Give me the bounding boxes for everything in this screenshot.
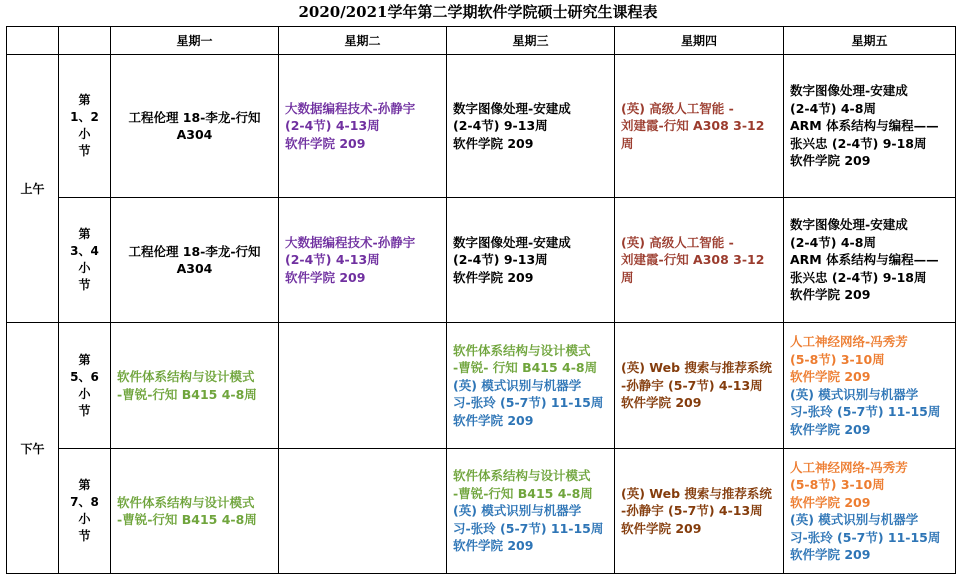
course-cell-tue-empty xyxy=(279,449,447,574)
period-morning: 上午 xyxy=(7,55,59,323)
course-cell-wed: 软件体系结构与设计模式 -曹锐- 行知 B415 4-8周 (英) 模式识别与机器学 习-张玲 (5-7节) 11-15周 软件学院 209 xyxy=(447,323,615,449)
table-row-slot-5-6 xyxy=(7,323,956,449)
course-cell-fri: 数字图像处理-安建成 (2-4节) 4-8周 ARM 体系结构与编程—— 张兴忠 (2-4节) 9-18周 软件学院 209 xyxy=(784,55,956,198)
course-cell-mon: 软件体系结构与设计模式 -曹锐-行知 B415 4-8周 xyxy=(111,323,279,449)
day-header-friday: 星期五 xyxy=(784,27,956,55)
course-cell-mon: 工程伦理 18-李龙-行知 A304 xyxy=(111,55,279,198)
course-cell-thu: (英) Web 搜索与推荐系统 -孙静宇 (5-7节) 4-13周 软件学院 209 xyxy=(615,449,784,574)
course-cell-wed: 软件体系结构与设计模式 -曹锐-行知 B415 4-8周 (英) 模式识别与机器学 习-张玲 (5-7节) 11-15周 软件学院 209 xyxy=(447,449,615,574)
day-header-wednesday: 星期三 xyxy=(447,27,615,55)
course-cell-mon: 软件体系结构与设计模式 -曹锐-行知 B415 4-8周 xyxy=(111,449,279,574)
course-cell-thu: (英) Web 搜索与推荐系统 -孙静宇 (5-7节) 4-13周 软件学院 209 xyxy=(615,323,784,449)
day-header-thursday: 星期四 xyxy=(615,27,784,55)
course-cell-mon: 工程伦理 18-李龙-行知 A304 xyxy=(111,198,279,323)
corner-cell-2 xyxy=(59,27,111,55)
slot-label-3-4: 第 3、4 小 节 xyxy=(59,198,111,323)
table-row-slot-1-2 xyxy=(7,55,956,198)
slot-label-5-6: 第 5、6 小 节 xyxy=(59,323,111,449)
slot-label-1-2: 第 1、2 小 节 xyxy=(59,55,111,198)
course-cell-fri: 数字图像处理-安建成 (2-4节) 4-8周 ARM 体系结构与编程—— 张兴忠 (2-4节) 9-18周 软件学院 209 xyxy=(784,198,956,323)
day-header-monday: 星期一 xyxy=(111,27,279,55)
timetable xyxy=(6,26,956,574)
day-header-tuesday: 星期二 xyxy=(279,27,447,55)
course-cell-tue: 大数据编程技术-孙静宇 (2-4节) 4-13周 软件学院 209 xyxy=(279,198,447,323)
course-cell-wed: 数字图像处理-安建成 (2-4节) 9-13周 软件学院 209 xyxy=(447,55,615,198)
course-cell-thu: (英) 高级人工智能 - 刘建霞-行知 A308 3-12 周 xyxy=(615,55,784,198)
course-cell-tue: 大数据编程技术-孙静宇 (2-4节) 4-13周 软件学院 209 xyxy=(279,55,447,198)
course-cell-thu: (英) 高级人工智能 - 刘建霞-行知 A308 3-12 周 xyxy=(615,198,784,323)
header-row xyxy=(7,27,956,55)
table-row-slot-3-4 xyxy=(7,198,956,323)
course-cell-fri: 人工神经网络-冯秀芳 (5-8节) 3-10周 软件学院 209 (英) 模式识别与机器学 习-张玲 (5-7节) 11-15周 软件学院 209 xyxy=(784,323,956,449)
course-cell-fri: 人工神经网络-冯秀芳 (5-8节) 3-10周 软件学院 209 (英) 模式识别与机器学 习-张玲 (5-7节) 11-15周 软件学院 209 xyxy=(784,449,956,574)
table-row-slot-7-8 xyxy=(7,449,956,574)
page-title: 2020/2021学年第二学期软件学院硕士研究生课程表 xyxy=(298,3,658,21)
course-cell-tue-empty xyxy=(279,323,447,449)
slot-label-7-8: 第 7、8 小 节 xyxy=(59,449,111,574)
course-cell-wed: 数字图像处理-安建成 (2-4节) 9-13周 软件学院 209 xyxy=(447,198,615,323)
corner-cell xyxy=(7,27,59,55)
period-afternoon: 下午 xyxy=(7,323,59,574)
